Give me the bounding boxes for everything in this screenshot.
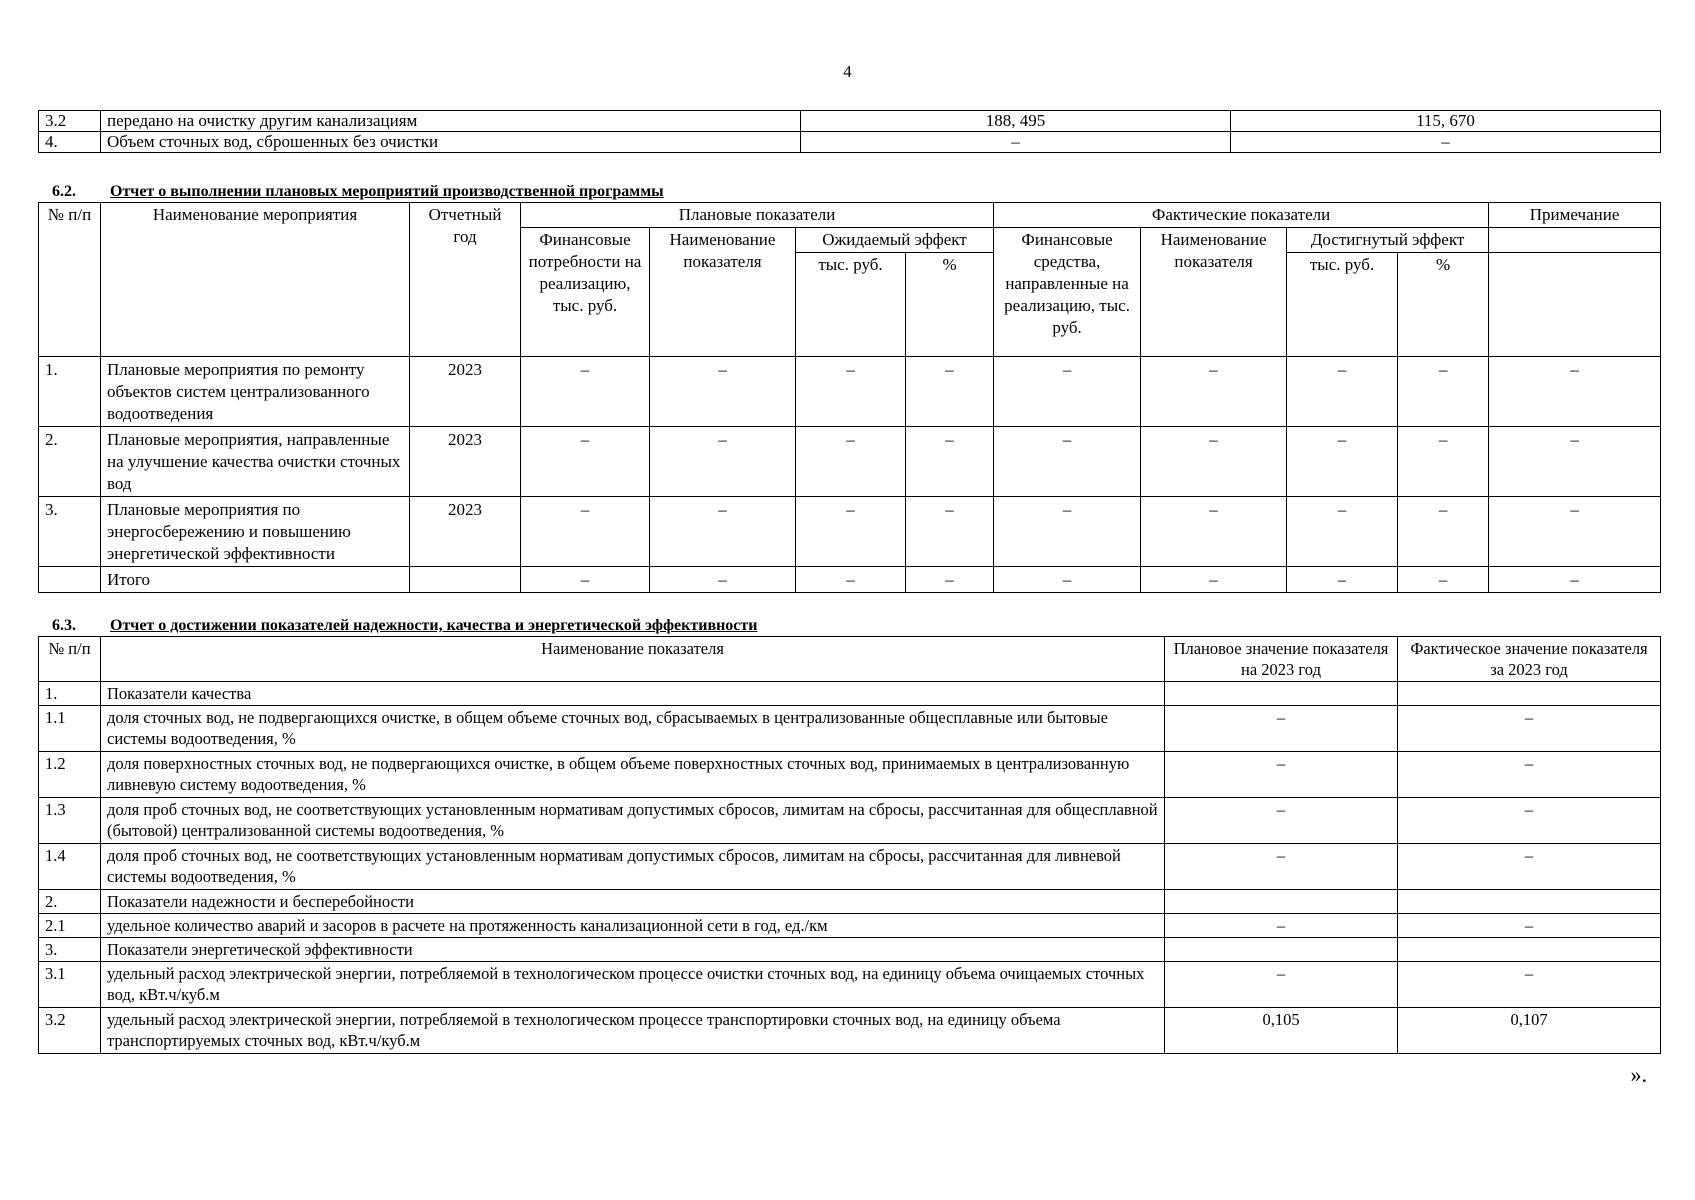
table-row — [39, 497, 1661, 567]
row-fact — [1398, 890, 1661, 914]
row-fact: – — [1398, 962, 1661, 1008]
row-name: Показатели энергетической эффективности — [101, 938, 1165, 962]
row-number: 1.3 — [39, 798, 101, 844]
row-fact — [1398, 682, 1661, 706]
row-fact: – — [1398, 752, 1661, 798]
row-fact: – — [1398, 914, 1661, 938]
row-cell: – — [796, 427, 906, 497]
row-name: доля поверхностных сточных вод, не подвергающихся очистке, в общем объеме поверхностных сточных вод, принимаемых в централизованную ливневую систему водоотведения, % — [101, 752, 1165, 798]
table-row — [39, 357, 1661, 427]
col-header-fact-fin: Финансовые средства, направленные на реализацию, тыс. руб. — [994, 228, 1141, 357]
row-cell: – — [521, 567, 650, 593]
col-header-plan-pct: % — [906, 253, 994, 357]
row-name: Итого — [101, 567, 410, 593]
row-cell: – — [1287, 357, 1398, 427]
row-name: удельное количество аварий и засоров в расчете на протяженность канализационной сети в год, ед./км — [101, 914, 1165, 938]
row-fact: – — [1398, 798, 1661, 844]
row-cell: – — [521, 497, 650, 567]
row-number: 2. — [39, 427, 101, 497]
table-row — [39, 706, 1661, 752]
group-row — [39, 890, 1661, 914]
closing-quote: ». — [1630, 1062, 1647, 1087]
col-header-plan: Плановые показатели — [521, 203, 994, 228]
row-year: 2023 — [410, 497, 521, 567]
row-plan: – — [1165, 914, 1398, 938]
row-plan: 0,105 — [1165, 1008, 1398, 1054]
row-plan: – — [1165, 844, 1398, 890]
row-cell: – — [994, 427, 1141, 497]
col-header-number: № п/п — [39, 203, 101, 357]
row-name: Показатели надежности и бесперебойности — [101, 890, 1165, 914]
col-header-plan-rub: тыс. руб. — [796, 253, 906, 357]
empty-cell — [1489, 228, 1661, 253]
table-row — [39, 962, 1661, 1008]
row-name: доля проб сточных вод, не соответствующих установленным нормативам допустимых сбросов, лимитам на сбросы, рассчитанная для ливневой системы водоотведения, % — [101, 844, 1165, 890]
row-cell: – — [1287, 567, 1398, 593]
row-year: 2023 — [410, 357, 521, 427]
table-row — [39, 752, 1661, 798]
row-name: передано на очистку другим канализациям — [101, 111, 801, 132]
row-cell: – — [796, 497, 906, 567]
total-row — [39, 567, 1661, 593]
col-header-note: Примечание — [1489, 203, 1661, 228]
table-row — [39, 427, 1661, 497]
table-row — [39, 844, 1661, 890]
row-cell: – — [1489, 497, 1661, 567]
row-name: доля проб сточных вод, не соответствующих установленным нормативам допустимых сбросов, лимитам на сбросы, рассчитанная для общесплавной (бытовой) централизованной системы водоотведения, % — [101, 798, 1165, 844]
col-header-fact-rub: тыс. руб. — [1287, 253, 1398, 357]
row-number: 1.1 — [39, 706, 101, 752]
section-6-3-heading — [52, 616, 757, 636]
header-row — [39, 203, 1661, 228]
row-name: Плановые мероприятия, направленные на улучшение качества очистки сточных вод — [101, 427, 410, 497]
col-header-plan-effect: Ожидаемый эффект — [796, 228, 994, 253]
row-number: 2.1 — [39, 914, 101, 938]
row-name: Плановые мероприятия по энергосбережению и повышению энергетической эффективности — [101, 497, 410, 567]
row-number: 1. — [39, 682, 101, 706]
row-cell: – — [796, 567, 906, 593]
row-plan — [1165, 938, 1398, 962]
row-name: Показатели качества — [101, 682, 1165, 706]
row-fact: 0,107 — [1398, 1008, 1661, 1054]
col-header-name: Наименование показателя — [101, 637, 1165, 682]
row-plan: – — [1165, 798, 1398, 844]
row-cell: – — [906, 497, 994, 567]
row-cell: – — [1141, 567, 1287, 593]
col-header-fact: Фактическое значение показателя за 2023 год — [1398, 637, 1661, 682]
row-cell: – — [1398, 427, 1489, 497]
row-cell: – — [1398, 357, 1489, 427]
col-header-fact: Фактические показатели — [994, 203, 1489, 228]
row-cell: – — [906, 427, 994, 497]
row-cell: – — [1287, 427, 1398, 497]
table-row — [39, 798, 1661, 844]
row-name: удельный расход электрической энергии, потребляемой в технологическом процессе транспортировки сточных вод, на единицу объема транспортируемых сточных вод, кВт.ч/куб.м — [101, 1008, 1165, 1054]
row-cell: – — [1489, 357, 1661, 427]
sewage-volume-table — [38, 110, 1661, 153]
row-plan: – — [1165, 962, 1398, 1008]
section-number: 6.2. — [52, 183, 76, 200]
indicators-table — [38, 636, 1661, 1054]
col-header-fact-indicator: Наименование показателя — [1141, 228, 1287, 357]
row-cell: – — [994, 357, 1141, 427]
row-cell: – — [650, 357, 796, 427]
row-plan: – — [1165, 706, 1398, 752]
col-header-plan: Плановое значение показателя на 2023 год — [1165, 637, 1398, 682]
col-header-number: № п/п — [39, 637, 101, 682]
row-plan — [1165, 682, 1398, 706]
row-number: 1. — [39, 357, 101, 427]
row-name: Объем сточных вод, сброшенных без очистки — [101, 132, 801, 153]
row-number: 3.2 — [39, 111, 101, 132]
table-row — [39, 1008, 1661, 1054]
row-cell: – — [796, 357, 906, 427]
row-fact: – — [1398, 706, 1661, 752]
row-value: – — [1231, 132, 1661, 153]
row-cell: – — [521, 427, 650, 497]
row-number: 2. — [39, 890, 101, 914]
section-title: Отчет о достижении показателей надежности, качества и энергетической эффективности — [110, 617, 758, 634]
group-row — [39, 938, 1661, 962]
row-plan — [1165, 890, 1398, 914]
empty-cell — [1489, 253, 1661, 357]
header-row — [39, 637, 1661, 682]
row-cell: – — [1287, 497, 1398, 567]
row-cell: – — [650, 497, 796, 567]
row-cell: – — [994, 497, 1141, 567]
row-cell: – — [650, 427, 796, 497]
row-cell: – — [521, 357, 650, 427]
row-name: Плановые мероприятия по ремонту объектов систем централизованного водоотведения — [101, 357, 410, 427]
section-6-2-heading — [52, 182, 664, 202]
row-number: 1.4 — [39, 844, 101, 890]
row-number — [39, 567, 101, 593]
col-header-plan-indicator: Наименование показателя — [650, 228, 796, 357]
row-cell: – — [994, 567, 1141, 593]
section-number: 6.3. — [52, 617, 76, 634]
col-header-fact-effect: Достигнутый эффект — [1287, 228, 1489, 253]
row-year — [410, 567, 521, 593]
row-number: 3.2 — [39, 1008, 101, 1054]
row-cell: – — [1141, 427, 1287, 497]
row-number: 3.1 — [39, 962, 101, 1008]
row-value: 115, 670 — [1231, 111, 1661, 132]
section-title: Отчет о выполнении плановых мероприятий производственной программы — [110, 183, 664, 200]
group-row — [39, 682, 1661, 706]
row-name: удельный расход электрической энергии, потребляемой в технологическом процессе очистки сточных вод, на единицу объема очищаемых сточных вод, кВт.ч/куб.м — [101, 962, 1165, 1008]
row-year: 2023 — [410, 427, 521, 497]
col-header-fact-pct: % — [1398, 253, 1489, 357]
row-cell: – — [1141, 357, 1287, 427]
col-header-year: Отчетный год — [410, 203, 521, 357]
row-cell: – — [1489, 567, 1661, 593]
row-fact — [1398, 938, 1661, 962]
row-number: 1.2 — [39, 752, 101, 798]
table-row — [39, 132, 1661, 153]
row-value: – — [801, 132, 1231, 153]
row-cell: – — [1141, 497, 1287, 567]
planned-measures-table — [38, 202, 1661, 593]
col-header-plan-fin: Финансовые потребности на реализацию, тыс. руб. — [521, 228, 650, 357]
page-number: 4 — [843, 62, 852, 81]
row-number: 3. — [39, 497, 101, 567]
row-name: доля сточных вод, не подвергающихся очистке, в общем объеме сточных вод, сбрасываемых в централизованные общесплавные или бытовые системы водоотведения, % — [101, 706, 1165, 752]
col-header-name: Наименование мероприятия — [101, 203, 410, 357]
row-cell: – — [650, 567, 796, 593]
table-row — [39, 914, 1661, 938]
row-cell: – — [1398, 567, 1489, 593]
table-row — [39, 111, 1661, 132]
row-value: 188, 495 — [801, 111, 1231, 132]
row-cell: – — [906, 567, 994, 593]
row-fact: – — [1398, 844, 1661, 890]
row-plan: – — [1165, 752, 1398, 798]
row-cell: – — [1398, 497, 1489, 567]
row-cell: – — [906, 357, 994, 427]
row-cell: – — [1489, 427, 1661, 497]
row-number: 3. — [39, 938, 101, 962]
row-number: 4. — [39, 132, 101, 153]
